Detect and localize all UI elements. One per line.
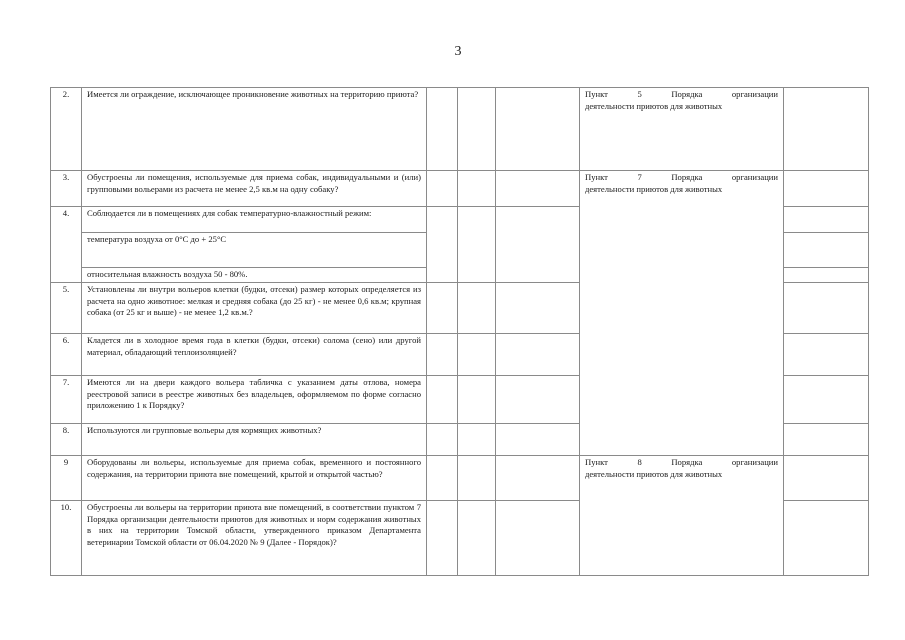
question-cell: Имеются ли на двери каждого вольера табличка с указанием даты отлова, номера реестровой записи в реестре животных без владельцев, оформляемом по форме согласно приложению 1 к Порядку? [82,376,427,424]
reference-cell: Пункт 8 Порядка организации деятельности приютов для животных [580,456,784,576]
answer-yes-cell [427,334,458,376]
row-number: 7. [51,376,82,424]
row-number: 6. [51,334,82,376]
row-number: 3. [51,171,82,207]
comment-cell [784,233,869,268]
question-subcell: относительная влажность воздуха 50 - 80%. [82,268,427,283]
question-cell: Обустроены ли помещения, используемые для приема собак, индивидуальными и (или) групповыми вольерами из расчета не менее 2,5 кв.м на одну собаку? [82,171,427,207]
answer-na-cell [496,171,580,207]
answer-yes-cell [427,171,458,207]
row-number: 10. [51,501,82,576]
answer-na-cell [496,456,580,501]
answer-yes-cell [427,88,458,171]
comment-cell [784,334,869,376]
answer-no-cell [458,88,496,171]
reference-cell: Пункт 5 Порядка организации деятельности приютов для животных [580,88,784,171]
question-cell: Оборудованы ли вольеры, используемые для приема собак, временного и постоянного содержания, на территории приюта вне помещений, крытой и открытой частью? [82,456,427,501]
table-row [51,171,869,207]
answer-na-cell [496,88,580,171]
row-number: 4. [51,207,82,283]
comment-cell [784,501,869,576]
row-number: 8. [51,424,82,456]
answer-no-cell [458,334,496,376]
comment-cell [784,88,869,171]
answer-no-cell [458,501,496,576]
answer-no-cell [458,283,496,334]
answer-na-cell [496,501,580,576]
question-cell: Обустроены ли вольеры на территории приюта вне помещений, в соответствии пунктом 7 Порядка организации деятельности приютов для животных и норм содержания животных в них на территории Томской области, утвержденного приказом Департамента ветеринарии Томской области от 06.04.2020 № 9 (Далее - Порядок)? [82,501,427,576]
row-number: 5. [51,283,82,334]
answer-yes-cell [427,424,458,456]
answer-na-cell [496,376,580,424]
answer-yes-cell [427,456,458,501]
answer-no-cell [458,424,496,456]
answer-na-cell [496,207,580,283]
table-row [51,456,869,501]
row-number: 9 [51,456,82,501]
answer-no-cell [458,171,496,207]
answer-yes-cell [427,283,458,334]
comment-cell [784,283,869,334]
question-cell: Имеется ли ограждение, исключающее проникновение животных на территорию приюта? [82,88,427,171]
question-cell: Используются ли групповые вольеры для кормящих животных? [82,424,427,456]
comment-cell [784,424,869,456]
comment-cell [784,376,869,424]
answer-no-cell [458,207,496,283]
answer-no-cell [458,456,496,501]
comment-cell [784,268,869,283]
comment-cell [784,171,869,207]
reference-cell: Пункт 7 Порядка организации деятельности приютов для животных [580,171,784,456]
answer-no-cell [458,376,496,424]
answer-yes-cell [427,501,458,576]
question-cell: Кладется ли в холодное время года в клетки (будки, отсеки) солома (сено) или другой материал, обладающий теплоизоляцией? [82,334,427,376]
answer-yes-cell [427,376,458,424]
question-cell: Установлены ли внутри вольеров клетки (будки, отсеки) размер которых определяется из расчета на одно животное: мелкая и средняя собака (до 25 кг) - не менее 0,6 кв.м; крупная собака (от 25 кг и выше) - не менее 1,2 кв.м.? [82,283,427,334]
answer-na-cell [496,334,580,376]
answer-na-cell [496,283,580,334]
answer-yes-cell [427,207,458,283]
row-number: 2. [51,88,82,171]
question-cell: Соблюдается ли в помещениях для собак температурно-влажностный режим: [82,207,427,233]
comment-cell [784,207,869,233]
comment-cell [784,456,869,501]
question-subcell: температура воздуха от 0°С до + 25°С [82,233,427,268]
answer-na-cell [496,424,580,456]
table-row [51,88,869,171]
page-number: 3 [454,44,462,59]
checklist-table [50,87,869,576]
